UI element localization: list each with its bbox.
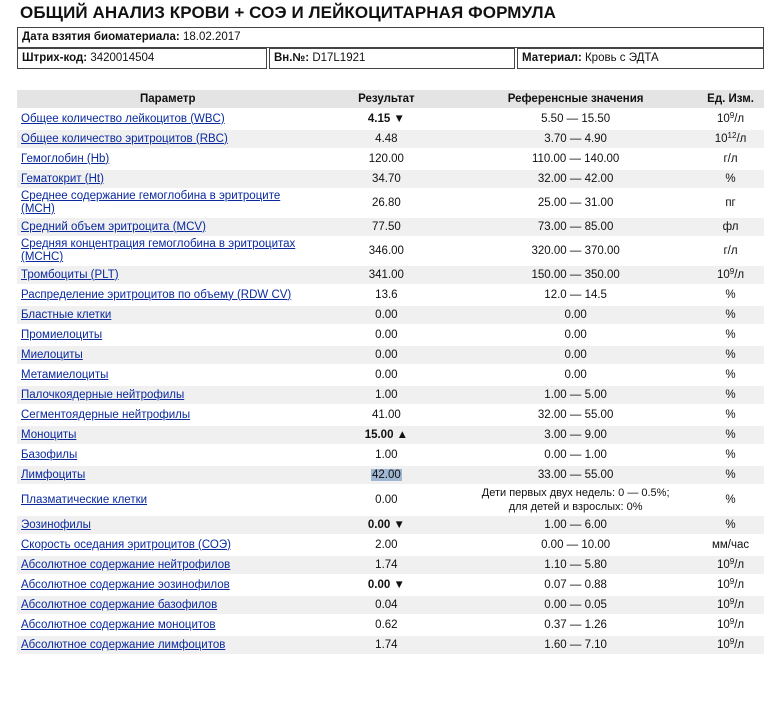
parameter-link[interactable]: Общее количество лейкоцитов (WBC) (21, 112, 225, 125)
result-cell (319, 306, 455, 324)
reference-value: 5.50 — 15.50 (541, 113, 611, 125)
material-label: Материал: (522, 52, 582, 64)
reference-cell (454, 466, 697, 484)
result-value: 77.50 (371, 221, 401, 233)
result-value: 0.04 (375, 599, 398, 611)
unit-cell (697, 346, 764, 364)
table-row (17, 346, 764, 364)
result-cell (319, 466, 455, 484)
reference-value: 1.10 — 5.80 (544, 559, 607, 571)
unit-base: % (725, 309, 736, 321)
result-cell (319, 238, 455, 264)
unit-cell (697, 266, 764, 284)
unit-suffix: /л (734, 619, 745, 631)
unit-base: 10 (716, 619, 730, 631)
parameter-link[interactable]: Промиелоциты (21, 328, 103, 341)
result-value: 346.00 (368, 245, 404, 257)
result-cell (319, 190, 455, 216)
result-value: 0.62 (375, 619, 398, 631)
reference-cell (454, 346, 697, 364)
unit-exponent: 9 (729, 597, 735, 606)
parameter-link[interactable]: Абсолютное содержание эозинофилов (21, 578, 230, 591)
table-row (17, 218, 764, 236)
reference-value: 73.00 — 85.00 (537, 221, 614, 233)
result-value: 0.00 (375, 369, 398, 381)
reference-value: 110.00 — 140.00 (531, 153, 620, 165)
unit-base: % (725, 469, 736, 481)
result-value: 1.00 (375, 389, 398, 401)
result-cell (319, 386, 455, 404)
reference-value: 1.00 — 5.00 (544, 389, 607, 401)
reference-cell (454, 218, 697, 236)
table-row (17, 386, 764, 404)
result-value: 4.48 (375, 133, 398, 145)
table-row (17, 516, 764, 534)
unit-cell (697, 486, 764, 514)
collection-date-field (17, 27, 764, 48)
parameter-cell (17, 536, 319, 554)
unit-cell (697, 616, 764, 634)
unit-base: % (725, 494, 736, 506)
result-value: 34.70 (371, 173, 401, 185)
result-cell (319, 446, 455, 464)
result-cell (319, 516, 455, 534)
reference-cell (454, 238, 697, 264)
collection-date-label: Дата взятия биоматериала: (22, 31, 180, 43)
parameter-cell (17, 218, 319, 236)
table-row (17, 446, 764, 464)
unit-base: пг (725, 197, 736, 209)
unit-base: % (725, 389, 736, 401)
results-header-row (17, 90, 764, 108)
result-value: 41.00 (371, 409, 401, 421)
result-cell (319, 346, 455, 364)
reference-value: 0.00 — 10.00 (541, 539, 611, 551)
result-cell (319, 406, 455, 424)
parameter-link[interactable]: Абсолютное содержание нейтрофилов (21, 558, 231, 571)
unit-suffix: /л (734, 599, 745, 611)
table-row (17, 190, 764, 216)
parameter-link[interactable]: Миелоциты (21, 348, 83, 361)
parameter-link[interactable]: Гемоглобин (Hb) (21, 152, 110, 165)
reference-value: 32.00 — 55.00 (537, 409, 614, 421)
reference-value: 0.00 — 1.00 (544, 449, 607, 461)
unit-cell (697, 576, 764, 594)
unit-cell (697, 516, 764, 534)
parameter-cell (17, 238, 319, 264)
internal-number-label: Вн.№: (274, 52, 310, 64)
parameter-cell (17, 406, 319, 424)
unit-cell (697, 150, 764, 168)
reference-value: 3.70 — 4.90 (544, 133, 607, 145)
unit-cell (697, 446, 764, 464)
reference-cell (454, 616, 697, 634)
unit-base: фл (722, 221, 739, 233)
result-cell (319, 576, 455, 594)
reference-cell (454, 406, 697, 424)
result-value: 0.00 (375, 349, 398, 361)
reference-cell (454, 366, 697, 384)
unit-base: 10 (716, 113, 730, 125)
result-cell (319, 326, 455, 344)
reference-value: 25.00 — 31.00 (537, 197, 614, 209)
result-value: 4.15 ▼ (367, 113, 405, 125)
reference-value: 1.00 — 6.00 (544, 519, 607, 531)
reference-cell (454, 486, 697, 514)
unit-base: г/л (723, 245, 738, 257)
result-cell (319, 426, 455, 444)
reference-cell (454, 326, 697, 344)
result-cell (319, 556, 455, 574)
table-row (17, 486, 764, 514)
parameter-cell (17, 516, 319, 534)
reference-cell (454, 516, 697, 534)
parameter-cell (17, 326, 319, 344)
reference-value: 150.00 — 350.00 (531, 269, 620, 281)
parameter-cell (17, 346, 319, 364)
internal-number-value: D17L1921 (312, 52, 366, 64)
unit-base: 10 (716, 269, 730, 281)
parameter-link[interactable]: Гематокрит (Ht) (21, 172, 104, 185)
reference-value: 32.00 — 42.00 (537, 173, 614, 185)
unit-cell (697, 218, 764, 236)
unit-cell (697, 406, 764, 424)
parameter-link[interactable]: Распределение эритроцитов по объему (RDW CV) (21, 288, 292, 301)
table-row (17, 406, 764, 424)
unit-base: 10 (716, 599, 730, 611)
info-row-date (17, 27, 764, 48)
barcode-value: 3420014504 (90, 52, 155, 64)
parameter-cell (17, 596, 319, 614)
unit-cell (697, 190, 764, 216)
unit-base: % (725, 173, 736, 185)
parameter-link[interactable]: Средняя концентрация гемоглобина в эритроцитах (MCHC) (21, 238, 296, 263)
reference-cell (454, 306, 697, 324)
unit-base: г/л (723, 153, 738, 165)
reference-value: 0.00 (564, 309, 587, 321)
reference-cell (454, 150, 697, 168)
parameter-cell (17, 266, 319, 284)
reference-cell (454, 170, 697, 188)
unit-base: % (725, 409, 736, 421)
parameter-cell (17, 446, 319, 464)
header-parameter: Параметр (17, 90, 319, 108)
unit-base: мм/час (711, 539, 750, 551)
result-value: 26.80 (371, 197, 401, 209)
parameter-cell (17, 150, 319, 168)
parameter-link[interactable]: Моноциты (21, 428, 77, 441)
reference-value: 0.00 (564, 349, 587, 361)
parameter-cell (17, 616, 319, 634)
barcode-label: Штрих-код: (22, 52, 88, 64)
result-value: 15.00 ▲ (364, 429, 409, 441)
unit-cell (697, 556, 764, 574)
unit-base: % (725, 429, 736, 441)
table-row (17, 170, 764, 188)
reference-value: 320.00 — 370.00 (531, 245, 620, 257)
result-value: 341.00 (368, 269, 404, 281)
parameter-cell (17, 576, 319, 594)
reference-value: 0.00 (564, 369, 587, 381)
reference-cell (454, 426, 697, 444)
table-row (17, 576, 764, 594)
reference-cell (454, 556, 697, 574)
header-unit: Ед. Изм. (697, 90, 764, 108)
reference-cell (454, 576, 697, 594)
reference-value: 12.0 — 14.5 (544, 289, 607, 301)
table-row (17, 616, 764, 634)
reference-value: 1.60 — 7.10 (544, 639, 607, 651)
table-row (17, 466, 764, 484)
unit-suffix: /л (734, 559, 745, 571)
parameter-link[interactable]: Абсолютное содержание лимфоцитов (21, 638, 226, 651)
material-value: Кровь с ЭДТА (584, 52, 659, 64)
reference-cell (454, 286, 697, 304)
unit-base: % (725, 349, 736, 361)
parameter-link[interactable]: Бластные клетки (21, 308, 112, 321)
table-row (17, 306, 764, 324)
parameter-cell (17, 286, 319, 304)
table-row (17, 366, 764, 384)
unit-suffix: /л (734, 269, 745, 281)
parameter-link[interactable]: Средний объем эритроцита (MCV) (21, 220, 206, 233)
parameter-link[interactable]: Сегментоядерные нейтрофилы (21, 408, 191, 421)
parameter-cell (17, 306, 319, 324)
reference-cell (454, 386, 697, 404)
unit-base: 10 (714, 133, 728, 145)
unit-cell (697, 306, 764, 324)
result-cell (319, 218, 455, 236)
result-cell (319, 150, 455, 168)
table-row (17, 556, 764, 574)
unit-base: % (725, 449, 736, 461)
parameter-cell (17, 426, 319, 444)
unit-exponent: 9 (729, 557, 735, 566)
unit-cell (697, 536, 764, 554)
parameter-cell (17, 466, 319, 484)
result-cell (319, 266, 455, 284)
reference-cell (454, 596, 697, 614)
unit-exponent: 9 (729, 111, 735, 120)
result-value: 120.00 (368, 153, 404, 165)
parameter-cell (17, 110, 319, 128)
reference-value: Дети первых двух недель: 0 — 0.5%; для детей и взрослых: 0% (481, 487, 670, 513)
unit-exponent: 9 (729, 267, 735, 276)
unit-suffix: /л (734, 579, 745, 591)
unit-cell (697, 366, 764, 384)
unit-cell (697, 596, 764, 614)
reference-cell (454, 110, 697, 128)
result-value: 0.00 ▼ (367, 579, 405, 591)
reference-value: 0.00 — 0.05 (544, 599, 607, 611)
result-cell (319, 486, 455, 514)
results-table (17, 88, 764, 656)
table-row (17, 426, 764, 444)
parameter-cell (17, 386, 319, 404)
result-value: 0.00 (375, 329, 398, 341)
unit-exponent: 9 (729, 617, 735, 626)
unit-base: % (725, 369, 736, 381)
parameter-link[interactable]: Абсолютное содержание базофилов (21, 598, 218, 611)
header-reference: Референсные значения (454, 90, 697, 108)
unit-suffix: /л (734, 113, 745, 125)
parameter-link[interactable]: Эозинофилы (21, 518, 91, 531)
barcode-field (17, 48, 267, 69)
unit-exponent: 9 (729, 637, 735, 646)
unit-base: % (725, 329, 736, 341)
unit-exponent: 12 (727, 131, 737, 140)
parameter-cell (17, 636, 319, 654)
result-cell (319, 596, 455, 614)
result-cell (319, 286, 455, 304)
parameter-cell (17, 190, 319, 216)
table-row (17, 536, 764, 554)
unit-cell (697, 426, 764, 444)
unit-cell (697, 170, 764, 188)
unit-cell (697, 130, 764, 148)
parameter-link[interactable]: Абсолютное содержание моноцитов (21, 618, 216, 631)
reference-cell (454, 266, 697, 284)
report-title: ОБЩИЙ АНАЛИЗ КРОВИ + СОЭ И ЛЕЙКОЦИТАРНАЯ ФОРМУЛА (20, 3, 556, 22)
unit-base: % (725, 289, 736, 301)
reference-cell (454, 130, 697, 148)
reference-value: 3.00 — 9.00 (544, 429, 607, 441)
reference-cell (454, 190, 697, 216)
parameter-link[interactable]: Метамиелоциты (21, 368, 109, 381)
table-row (17, 326, 764, 344)
unit-cell (697, 110, 764, 128)
result-value: 0.00 ▼ (367, 519, 405, 531)
reference-cell (454, 636, 697, 654)
result-cell (319, 170, 455, 188)
parameter-link[interactable]: Среднее содержание гемоглобина в эритроците (MCH) (21, 190, 281, 215)
result-value: 2.00 (375, 539, 398, 551)
table-row (17, 110, 764, 128)
parameter-cell (17, 486, 319, 514)
unit-suffix: /л (736, 133, 747, 145)
result-cell (319, 110, 455, 128)
parameter-cell (17, 130, 319, 148)
table-row (17, 150, 764, 168)
unit-cell (697, 326, 764, 344)
unit-cell (697, 286, 764, 304)
reference-cell (454, 536, 697, 554)
parameter-link[interactable]: Палочкоядерные нейтрофилы (21, 388, 185, 401)
parameter-link[interactable]: Лимфоциты (21, 468, 86, 481)
material-field (517, 48, 764, 69)
parameter-link[interactable]: Плазматические клетки (21, 493, 148, 506)
unit-cell (697, 636, 764, 654)
parameter-link[interactable]: Тромбоциты (PLT) (21, 268, 119, 281)
parameter-cell (17, 366, 319, 384)
parameter-link[interactable]: Базофилы (21, 448, 78, 461)
table-row (17, 286, 764, 304)
unit-suffix: /л (734, 639, 745, 651)
result-value: 0.00 (375, 494, 398, 506)
reference-value: 33.00 — 55.00 (537, 469, 614, 481)
parameter-cell (17, 556, 319, 574)
result-value: 42.00 (371, 469, 401, 481)
unit-base: 10 (716, 579, 730, 591)
result-value: 1.74 (375, 639, 398, 651)
reference-value: 0.07 — 0.88 (544, 579, 607, 591)
unit-exponent: 9 (729, 577, 735, 586)
result-value: 13.6 (375, 289, 398, 301)
unit-cell (697, 386, 764, 404)
results-body (17, 110, 764, 654)
parameter-link[interactable]: Общее количество эритроцитов (RBC) (21, 132, 228, 145)
result-value: 1.74 (375, 559, 398, 571)
table-row (17, 596, 764, 614)
result-cell (319, 536, 455, 554)
parameter-cell (17, 170, 319, 188)
unit-base: % (725, 519, 736, 531)
reference-value: 0.37 — 1.26 (544, 619, 607, 631)
result-value: 1.00 (375, 449, 398, 461)
unit-base: 10 (716, 559, 730, 571)
reference-cell (454, 446, 697, 464)
unit-cell (697, 466, 764, 484)
unit-cell (697, 238, 764, 264)
internal-number-field (269, 48, 515, 69)
result-value: 0.00 (375, 309, 398, 321)
result-cell (319, 130, 455, 148)
table-row (17, 130, 764, 148)
info-row-ids (17, 48, 764, 69)
table-row (17, 266, 764, 284)
table-row (17, 238, 764, 264)
parameter-link[interactable]: Скорость оседания эритроцитов (СОЭ) (21, 538, 231, 551)
table-row (17, 636, 764, 654)
unit-base: 10 (716, 639, 730, 651)
header-result: Результат (319, 90, 455, 108)
result-cell (319, 636, 455, 654)
reference-value: 0.00 (564, 329, 587, 341)
collection-date-value: 18.02.2017 (182, 31, 241, 43)
result-cell (319, 366, 455, 384)
result-cell (319, 616, 455, 634)
